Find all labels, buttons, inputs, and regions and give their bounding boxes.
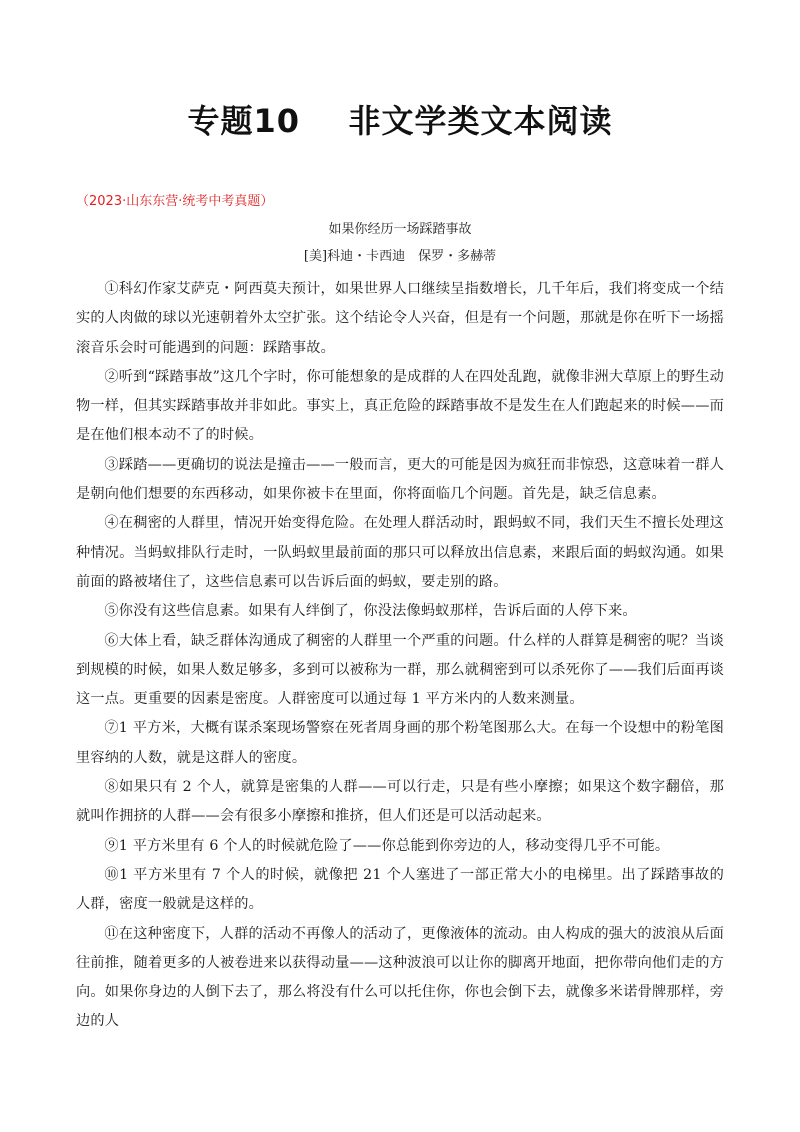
paragraph-11: ⑪在这种密度下，人群的活动不再像人的活动了，更像液体的流动。由人构成的强大的波浪从后面往前推，随着更多的人被卷进来以获得动量——这种波浪可以让你的脚离开地面，把你带向他们走的方向。如果你身边的人倒下去了，那么将没有什么可以托住你，你也会倒下去，就像多米诺骨牌那样，旁边的人 [76, 925, 724, 1030]
paragraph-2: ②听到“踩踏事故”这几个字时，你可能想象的是成群的人在四处乱跑，就像非洲大草原上的野生动物一样，但其实踩踏事故并非如此。事实上，真正危险的踩踏事故不是发生在人们跑起来的时候——而是在他们根本动不了的时候。 [76, 368, 724, 444]
source-note: （2023·山东东营·统考中考真题） [76, 194, 274, 209]
article-body [76, 275, 724, 1037]
paragraph-6: ⑥大体上看，缺乏群体沟通成了稠密的人群里一个严重的问题。什么样的人群算是稠密的呢？当谈到规模的时候，如果人数足够多，多到可以被称为一群，那么就稠密到可以杀死你了——我们后面再谈这一点。更重要的因素是密度。人群密度可以通过每 1 平方米内的人数来测量。 [76, 632, 724, 708]
page-title: 专题10 非文学类文本阅读 [187, 102, 613, 140]
paragraph-8: ⑧如果只有 2 个人，就算是密集的人群——可以行走，只是有些小摩擦；如果这个数字翻倍，那就叫作拥挤的人群——会有很多小摩擦和推挤，但人们还是可以活动起来。 [76, 779, 724, 825]
paragraph-7: ⑦1 平方米，大概有谋杀案现场警察在死者周身画的那个粉笔图那么大。在每一个设想中的粉笔图里容纳的人数，就是这群人的密度。 [76, 720, 724, 766]
paragraph-3: ③踩踏——更确切的说法是撞击——一般而言，更大的可能是因为疯狂而非惊恐，这意味着一群人是朝向他们想要的东西移动，如果你被卡在里面，你将面临几个问题。首先是，缺乏信息素。 [76, 456, 724, 503]
paragraph-4: ④在稠密的人群里，情况开始变得危险。在处理人群活动时，跟蚂蚁不同，我们天生不擅长处理这种情况。当蚂蚁排队行走时，一队蚂蚁里最前面的那只可以释放出信息素，来跟后面的蚂蚁沟通。如果前面的路被堵住了，这些信息素可以告诉后面的蚂蚁，要走别的路。 [76, 515, 724, 590]
paragraph-1: ①科幻作家艾萨克・阿西莫夫预计，如果世界人口继续呈指数增长，几千年后，我们将变成一个结实的人肉做的球以光速朝着外太空扩张。这个结论令人兴奋，但是有一个问题，那就是你在听下一场摇滚音乐会时可能遇到的问题：踩踏事故。 [76, 281, 724, 356]
article-authors: [美]科迪・卡西迪 保罗・多赫蒂 [303, 249, 497, 264]
paragraph-10: ⑩1 平方米里有 7 个人的时候，就像把 21 个人塞进了一部正常大小的电梯里。出了踩踏事故的人群，密度一般就是这样的。 [76, 866, 724, 913]
paragraph-9: ⑨1 平方米里有 6 个人的时候就危险了——你总能到你旁边的人，移动变得几乎不可能。 [104, 837, 670, 854]
article-title: 如果你经历一场踩踏事故 [328, 222, 472, 237]
paragraph-5: ⑤你没有这些信息素。如果有人绊倒了，你没法像蚂蚁那样，告诉后面的人停下来。 [104, 603, 637, 620]
